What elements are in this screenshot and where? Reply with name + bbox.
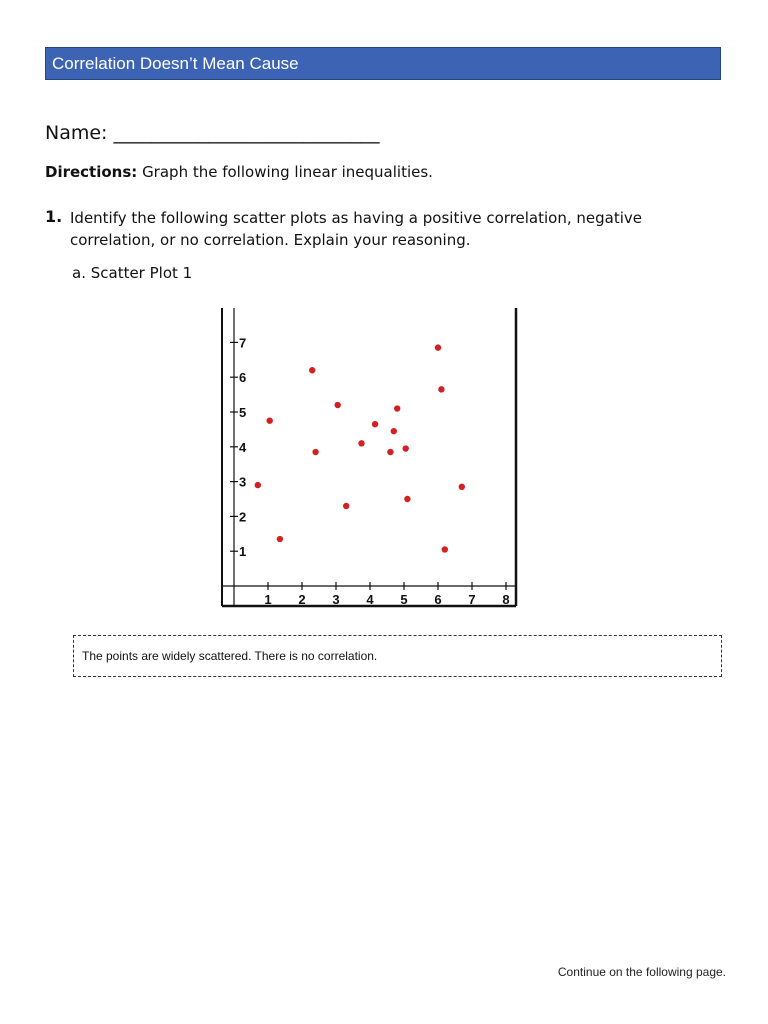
question-number: 1. [45, 207, 63, 226]
data-point [387, 449, 393, 455]
data-point [309, 367, 315, 373]
y-tick-label: 6 [239, 370, 247, 386]
x-tick-label: 3 [332, 592, 340, 607]
worksheet-title: Correlation Doesn’t Mean Cause [45, 47, 721, 80]
name-label: Name: [45, 122, 108, 144]
x-tick-label: 2 [298, 592, 306, 607]
name-blank[interactable]: ____________________________ [113, 122, 380, 144]
continue-note: Continue on the following page. [557, 965, 726, 979]
data-point [343, 503, 349, 509]
question-text: Identify the following scatter plots as having a positive correlation, negative correlation, or no correlation. Explain your reasoning. [70, 209, 642, 249]
data-point [372, 421, 378, 427]
x-tick-label: 4 [366, 592, 374, 607]
data-point [404, 496, 410, 502]
y-tick-label: 4 [239, 439, 247, 455]
data-point [438, 386, 444, 392]
data-point [394, 405, 400, 411]
y-tick-label: 7 [239, 335, 247, 351]
data-point [312, 449, 318, 455]
answer-box[interactable]: The points are widely scattered. There is no correlation. [73, 635, 722, 677]
data-point [435, 344, 441, 350]
data-point [267, 418, 273, 424]
y-tick-label: 1 [239, 544, 247, 560]
data-point [391, 428, 397, 434]
data-point [255, 482, 261, 488]
y-tick-label: 2 [239, 509, 247, 525]
scatter-plot-label: a. Scatter Plot 1 [72, 264, 193, 282]
x-tick-label: 8 [502, 592, 510, 607]
data-point [403, 445, 409, 451]
y-tick-label: 5 [239, 405, 247, 420]
x-tick-label: 7 [468, 592, 476, 607]
directions-text: Graph the following linear inequalities. [142, 163, 433, 181]
directions-label: Directions: [45, 163, 138, 181]
data-point [277, 536, 283, 542]
y-tick-label: 3 [239, 474, 247, 490]
data-point [335, 402, 341, 408]
data-point [442, 546, 448, 552]
scatter-plot [200, 300, 530, 615]
x-tick-label: 5 [400, 592, 408, 607]
data-point [358, 440, 364, 446]
directions [45, 163, 433, 181]
x-tick-label: 1 [264, 592, 272, 607]
scatter-plot-svg [200, 300, 530, 615]
data-point [459, 484, 465, 490]
x-tick-label: 6 [434, 592, 442, 607]
name-field[interactable] [45, 122, 380, 144]
